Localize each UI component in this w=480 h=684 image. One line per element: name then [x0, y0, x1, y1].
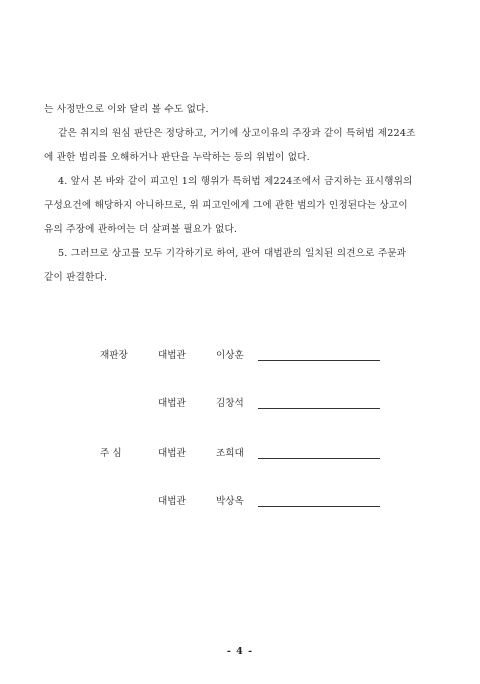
page-number: - 4 -: [226, 646, 254, 657]
signature-line: [258, 408, 380, 409]
body-line: 4. 앞서 본 바와 같이 피고인 1의 행위가 특허법 제224조에서 금지하는 표시행위의: [58, 176, 413, 187]
body-line: 는 사정만으로 이와 달리 볼 수도 없다.: [44, 104, 209, 115]
judgment-body: [44, 98, 444, 290]
body-line: 같은 취지의 원심 판단은 정당하고, 거기에 상고이유의 주장과 같이 특허법 제224조: [58, 128, 416, 139]
signature-role: 주 심: [100, 448, 122, 459]
signature-title: 대법관: [158, 448, 186, 459]
signature-line: [258, 458, 380, 459]
signature-title: 대법관: [158, 496, 186, 507]
signature-name: 김창석: [216, 398, 244, 409]
body-line: 5. 그러므로 상고를 모두 기각하기로 하여, 관여 대법관의 일치된 의견으로 주문과: [58, 248, 407, 259]
signature-name: 박상옥: [216, 496, 244, 507]
signature-title: 대법관: [158, 350, 186, 361]
body-line: 구성요건에 해당하지 아니하므로, 위 피고인에게 그에 관한 범의가 인정된다는 상고이: [44, 200, 408, 211]
signature-line: [258, 506, 380, 507]
signature-line: [258, 360, 380, 361]
body-line: 같이 판결한다.: [44, 272, 108, 283]
signature-role: 재판장: [100, 350, 128, 361]
signature-title: 대법관: [158, 398, 186, 409]
body-line: 에 관한 법리를 오해하거나 판단을 누락하는 등의 위법이 없다.: [44, 152, 310, 163]
signature-name: 이상훈: [216, 350, 244, 361]
body-line: 유의 주장에 관하여는 더 살펴볼 필요가 없다.: [44, 224, 238, 235]
signature-name: 조희대: [216, 448, 244, 459]
